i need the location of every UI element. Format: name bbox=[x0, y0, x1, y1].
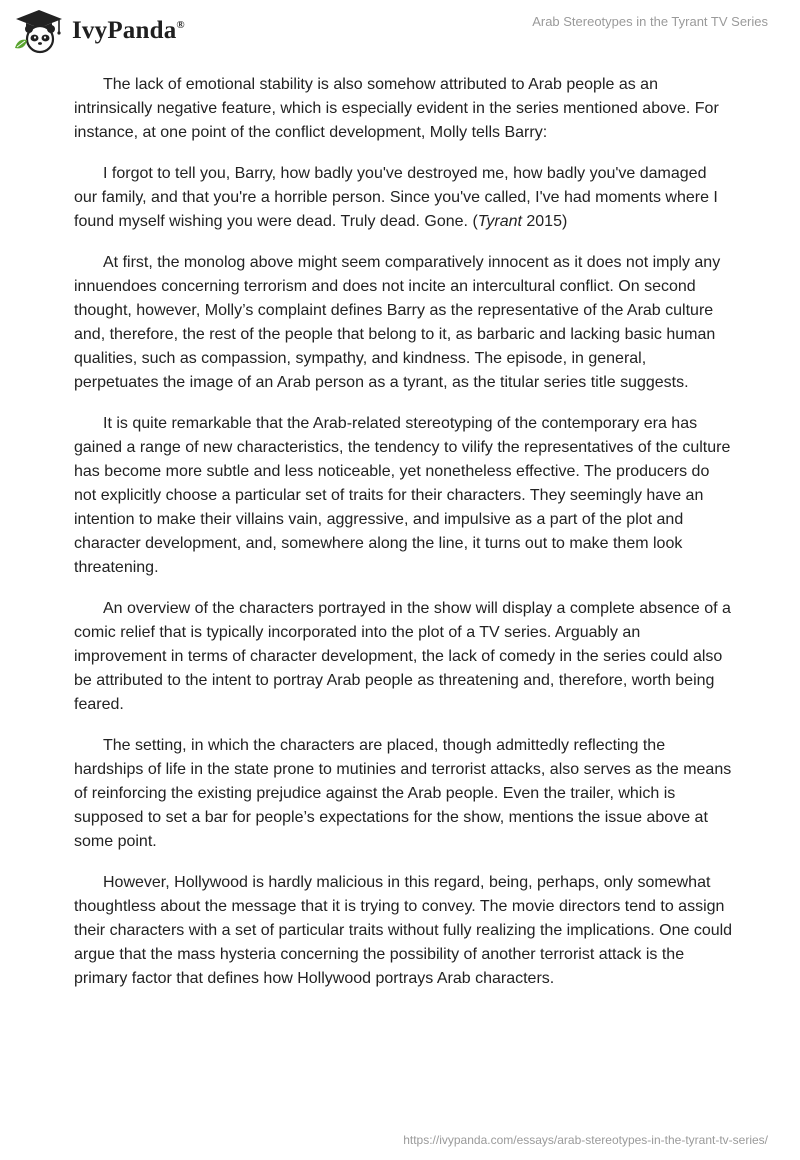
citation-title: Tyrant bbox=[477, 213, 522, 230]
quote-text: I forgot to tell you, Barry, how badly you've destroyed me, how badly you've damaged our family, and that you're a horrible person. Since you've called, I've had moments where I found myself wishing you were dead. Truly dead. Gone. ( bbox=[74, 165, 718, 230]
block-quote bbox=[74, 162, 734, 234]
paragraph: An overview of the characters portrayed in the show will display a complete absence of a comic relief that is typically incorporated into the plot of a TV series. Arguably an improvement in terms of character development, the lack of comedy in the series could also be attributed to the intent to portray Arab people as threatening and, therefore, worth being feared. bbox=[74, 600, 731, 713]
essay-body bbox=[74, 73, 734, 1008]
paragraph: The setting, in which the characters are placed, though admittedly reflecting the hardships of life in the state prone to mutinies and terrorist attacks, also serves as the means of reinforcing the existing prejudice against the Arab people. Even the trailer, which is supposed to set a bar for people’s expectations for the show, mentions the issue above at some point. bbox=[74, 737, 732, 850]
paragraph: At first, the monolog above might seem comparatively innocent as it does not imply any innuendoes concerning terrorism and does not incite an intercultural conflict. On second thought, however, Molly’s complaint defines Barry as the representative of the Arab culture and, therefore, the rest of the people that belong to it, as barbaric and lacking basic human qualities, such as compassion, sympathy, and kindness. The episode, in general, perpetuates the image of an Arab person as a tyrant, as the titular series title suggests. bbox=[74, 254, 721, 391]
panda-graduate-icon bbox=[12, 8, 66, 54]
paragraph: The lack of emotional stability is also somehow attributed to Arab people as an intrinsically negative feature, which is especially evident in the series mentioned above. For instance, at one point of the conflict development, Molly tells Barry: bbox=[74, 76, 719, 141]
ivypanda-logo[interactable] bbox=[12, 8, 185, 54]
citation-year: 2015) bbox=[521, 213, 568, 230]
page-header bbox=[0, 0, 800, 64]
registered-mark: ® bbox=[176, 19, 185, 31]
document-title: Arab Stereotypes in the Tyrant TV Series bbox=[532, 14, 768, 29]
brand-name: IvyPanda® bbox=[72, 17, 185, 44]
paragraph: It is quite remarkable that the Arab-related stereotyping of the contemporary era has gained a range of new characteristics, the tendency to vilify the representatives of the culture has become more subtle and less noticeable, yet nonetheless effective. The producers do not explicitly choose a particular set of traits for their characters. They seemingly have an intention to make their villains vain, aggressive, and impulsive as a part of the plot and character development, and, somewhere along the line, it turns out to make them look threatening. bbox=[74, 415, 731, 576]
source-url[interactable]: https://ivypanda.com/essays/arab-stereotypes-in-the-tyrant-tv-series/ bbox=[403, 1133, 768, 1147]
paragraph: However, Hollywood is hardly malicious in this regard, being, perhaps, only somewhat thoughtless about the message that it is trying to convey. The movie directors tend to assign their characters with a set of particular traits without fully realizing the implications. One could argue that the mass hysteria concerning the possibility of another terrorist attack is the primary factor that defines how Hollywood portrays Arab characters. bbox=[74, 874, 733, 987]
